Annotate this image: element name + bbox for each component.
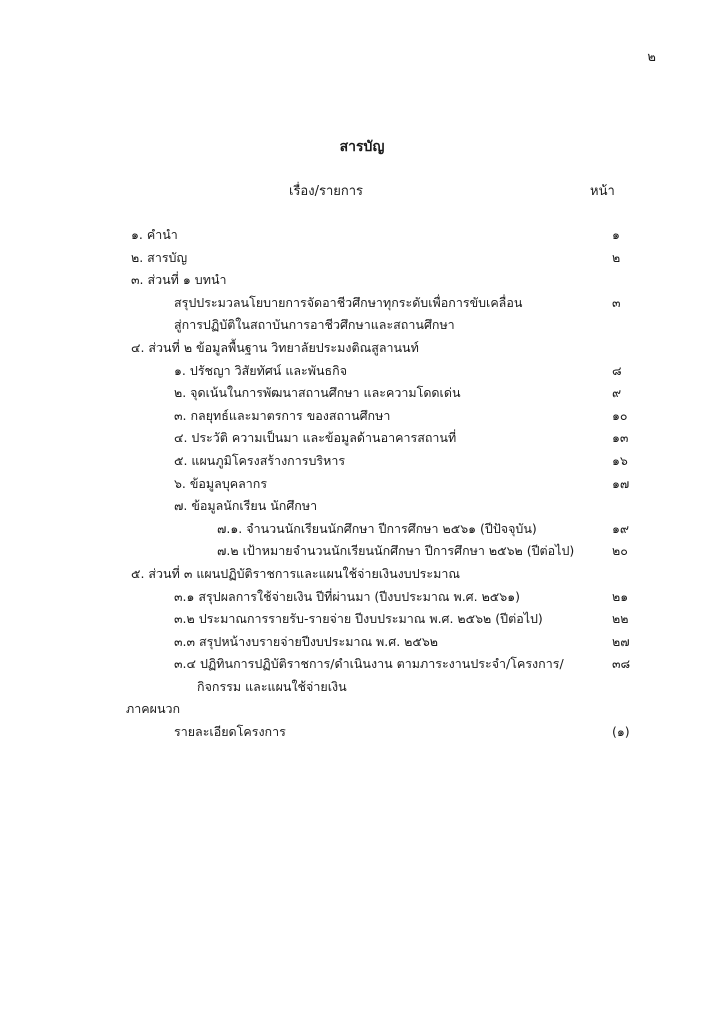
toc-entry-page: ๑๖ xyxy=(612,452,628,468)
toc-entry xyxy=(0,698,724,721)
toc-entry-text: ๕. ส่วนที่ ๓ แผนปฏิบัติราชการและแผนใช้จ่ายเงินงบประมาณ xyxy=(131,565,460,581)
toc-entry xyxy=(0,314,724,337)
toc-entry-text: ภาคผนวก xyxy=(126,701,181,717)
toc-entry xyxy=(0,360,724,383)
column-header-page: หน้า xyxy=(590,184,615,199)
toc-entry-text: ๗.๑. จำนวนนักเรียนนักศึกษา ปีการศึกษา ๒๕๖๑ (ปีปัจจุบัน) xyxy=(217,520,537,536)
toc-entry xyxy=(0,292,724,315)
toc-entry-page: ๒๗ xyxy=(612,633,630,649)
toc-entry-text: ๕. แผนภูมิโครงสร้างการบริหาร xyxy=(174,452,346,468)
toc-entry-text: ๑. ปรัชญา วิสัยทัศน์ และพันธกิจ xyxy=(174,362,348,378)
toc-entry-text: กิจกรรม และแผนใช้จ่ายเงิน xyxy=(197,678,347,694)
toc-entry xyxy=(0,586,724,609)
toc-entry xyxy=(0,563,724,586)
toc-entry xyxy=(0,224,724,247)
column-header-subject: เรื่อง/รายการ xyxy=(289,184,364,199)
toc-entry-text: ๗.๒ เป้าหมายจำนวนนักเรียนนักศึกษา ปีการศึกษา ๒๕๖๒ (ปีต่อไป) xyxy=(217,543,575,559)
toc-entry xyxy=(0,427,724,450)
toc-entry-text: ๓.๑ สรุปผลการใช้จ่ายเงิน ปีที่ผ่านมา (ปีงบประมาณ พ.ศ. ๒๕๖๑) xyxy=(174,588,521,604)
toc-entry-text: ๓.๔ ปฏิทินการปฏิบัติราชการ/ดำเนินงาน ตามภาระงานประจำ/โครงการ/ xyxy=(174,656,564,672)
toc-entry-text: ๔. ประวัติ ความเป็นมา และข้อมูลด้านอาคารสถานที่ xyxy=(174,430,457,446)
toc-entry-page: ๒๐ xyxy=(612,543,628,559)
toc-entry-text: ๔. ส่วนที่ ๒ ข้อมูลพื้นฐาน วิทยาลัยประมงติณสูลานนท์ xyxy=(131,339,419,355)
toc-entry-page: ๒ xyxy=(612,249,621,265)
toc-entry xyxy=(0,518,724,541)
toc-entry-text: สรุปประมวลนโยบายการจัดอาชีวศึกษาทุกระดับเพื่อการขับเคลื่อน xyxy=(174,294,523,310)
toc-entry xyxy=(0,631,724,654)
toc-entry xyxy=(0,473,724,496)
toc-entry xyxy=(0,608,724,631)
toc-entry-page: ๑๐ xyxy=(612,407,628,423)
toc-entry-text: ๖. ข้อมูลบุคลากร xyxy=(174,475,268,491)
toc-entry xyxy=(0,405,724,428)
toc-entry-page: ๒๒ xyxy=(612,611,629,627)
toc-entry-page: (๑) xyxy=(612,724,630,740)
toc-entry-page: ๑๗ xyxy=(612,475,630,491)
toc-entry-text: ๓.๓ สรุปหน้างบรายจ่ายปีงบประมาณ พ.ศ. ๒๕๖๒ xyxy=(174,633,439,649)
toc-entry-page: ๑ xyxy=(612,227,620,242)
page-title: สารบัญ xyxy=(339,139,385,155)
toc-entry-text: ๒. จุดเน้นในการพัฒนาสถานศึกษา และความโดดเด่น xyxy=(174,385,461,401)
toc-entry xyxy=(0,495,724,518)
toc-entry-text: ๓.๒ ประมาณการรายรับ-รายจ่าย ปีงบประมาณ พ.ศ. ๒๕๖๒ (ปีต่อไป) xyxy=(174,611,543,627)
toc-entry-text: ๓. ส่วนที่ ๑ บทนำ xyxy=(131,272,227,288)
toc-entry-text: ๒. สารบัญ xyxy=(131,249,188,265)
toc-entry-text: สู่การปฏิบัติในสถาบันการอาชีวศึกษาและสถานศึกษา xyxy=(174,317,455,333)
toc-entry-page: ๑๓ xyxy=(612,430,629,446)
toc-entry xyxy=(0,247,724,270)
toc-entry-page: ๑๙ xyxy=(612,520,630,536)
toc-entry-text: ๗. ข้อมูลนักเรียน นักศึกษา xyxy=(174,498,318,514)
toc-entry-text: ๑. คำนำ xyxy=(131,227,178,242)
toc-entry xyxy=(0,676,724,699)
toc-entry xyxy=(0,382,724,405)
toc-entry-page: ๘ xyxy=(612,362,622,378)
page-number: ๒ xyxy=(647,50,656,65)
toc-entry xyxy=(0,653,724,676)
toc-entry xyxy=(0,540,724,563)
toc-entry-text: รายละเอียดโครงการ xyxy=(174,724,286,740)
toc-entry xyxy=(0,450,724,473)
toc-entry xyxy=(0,269,724,292)
table-of-contents xyxy=(0,224,724,744)
toc-entry-page: ๒๑ xyxy=(612,588,629,604)
toc-entry xyxy=(0,337,724,360)
toc-entry-text: ๓. กลยุทธ์และมาตรการ ของสถานศึกษา xyxy=(174,407,391,423)
toc-entry xyxy=(0,721,724,744)
toc-entry-page: ๓๘ xyxy=(612,656,631,672)
toc-entry-page: ๓ xyxy=(612,294,621,310)
toc-entry-page: ๙ xyxy=(612,385,622,401)
